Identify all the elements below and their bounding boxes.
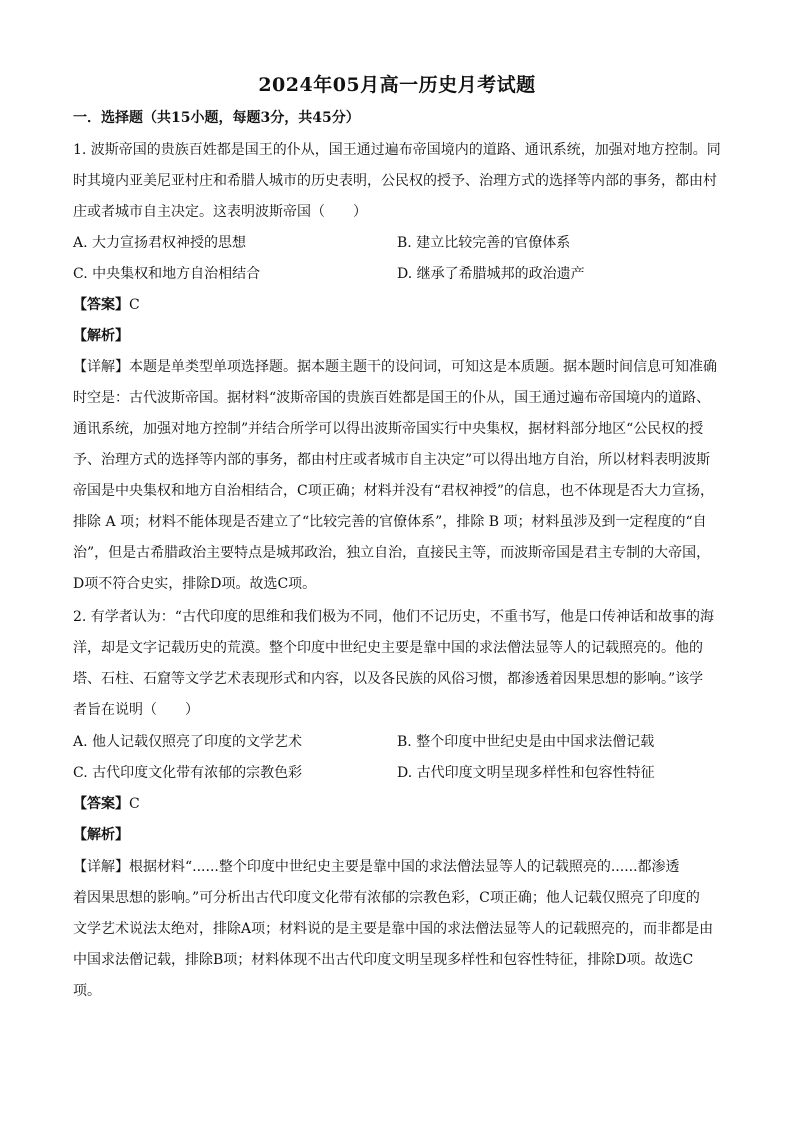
q1-detail-line: 帝国是中央集权和地方自治相结合，C项正确；材料并没有“君权神授”的信息，也不体现是否大力宣扬，: [73, 483, 715, 499]
q1-option-b: B. 建立比较完善的官僚体系: [397, 235, 571, 251]
q1-detail-line: 时空是：古代波斯帝国。据材料“波斯帝国的贵族百姓都是国王的仆从，国王通过遍布帝国境内的道路、: [73, 390, 711, 406]
q1-answer: [73, 295, 140, 315]
q2-answer: [73, 794, 140, 814]
q2-analysis-label: [73, 825, 129, 845]
q1-option-a: A. 大力宣扬君权神授的思想: [73, 235, 247, 251]
analysis-label: 【解析】: [73, 328, 129, 344]
answer-value: C: [129, 297, 140, 313]
q2-detail-line: 项。: [73, 983, 101, 999]
section-heading: 一．选择题（共15小题，每题3分，共45分）: [73, 110, 360, 126]
q2-detail-line: 文学艺术说法太绝对，排除A项；材料说的是主要是靠中国的求法僧法显等人的记载照亮的，而非都是由: [73, 921, 714, 937]
answer-label: 【答案】: [73, 297, 129, 313]
q1-analysis-label: [73, 326, 129, 346]
answer-value: C: [129, 796, 140, 812]
q2-option-c: C. 古代印度文化带有浓郁的宗教色彩: [73, 765, 303, 781]
q2-stem-line: 2. 有学者认为：“古代印度的思维和我们极为不同，他们不记历史，不重书写，他是口传神话和故事的海: [73, 609, 714, 625]
q2-detail-line: 【详解】根据材料“......整个印度中世纪史主要是靠中国的求法僧法显等人的记载照亮的......都渗透: [73, 859, 680, 875]
q2-option-d: D. 古代印度文明呈现多样性和包容性特征: [397, 765, 655, 781]
q2-detail-line: 着因果思想的影响。”可分析出古代印度文化带有浓郁的宗教色彩，C项正确；他人记载仅照亮了印度的: [73, 890, 700, 906]
q1-detail-line: 治”，但是古希腊政治主要特点是城邦政治，独立自治，直接民主等，而波斯帝国是君主专制的大帝国，: [73, 545, 711, 561]
q1-detail-line: 通讯系统，加强对地方控制”并结合所学可以得出波斯帝国实行中央集权，据材料部分地区“公民权的授: [73, 421, 704, 437]
q1-detail-line: 予、治理方式的选择等内部的事务，都由村庄或者城市自主决定”可以得出地方自治，所以材料表明波斯: [73, 452, 711, 468]
analysis-label: 【解析】: [73, 827, 129, 843]
q2-stem-line: 洋，却是文字记载历史的荒漠。整个印度中世纪史主要是靠中国的求法僧法显等人的记载照亮的。他的: [73, 640, 703, 656]
q1-detail-line: D项不符合史实，排除D项。故选C项。: [73, 576, 317, 592]
q1-stem-line: 时其境内亚美尼亚村庄和希腊人城市的历史表明，公民权的授予、治理方式的选择等内部的事务，都由村: [73, 173, 717, 189]
q2-stem-line: 塔、石柱、石窟等文学艺术表现形式和内容，以及各民族的风俗习惯，都渗透着因果思想的影响。”该学: [73, 671, 704, 687]
answer-label: 【答案】: [73, 796, 129, 812]
q1-stem-line: 庄或者城市自主决定。这表明波斯帝国（ ）: [73, 204, 367, 220]
q1-option-c: C. 中央集权和地方自治相结合: [73, 266, 261, 282]
q2-stem-line: 者旨在说明（ ）: [73, 702, 199, 718]
q1-detail-line: 排除 A 项；材料不能体现是否建立了“比较完善的官僚体系”，排除 B 项；材料虽涉及到一定程度的“自: [73, 514, 707, 530]
page-title: 2024年05月高一历史月考试题: [258, 74, 536, 96]
q2-option-b: B. 整个印度中世纪史是由中国求法僧记载: [397, 734, 655, 750]
q1-detail-line: 【详解】本题是单类型单项选择题。据本题主题干的设问词，可知这是本质题。据本题时间信息可知准确: [73, 359, 717, 375]
q2-detail-line: 中国求法僧记载，排除B项；材料体现不出古代印度文明呈现多样性和包容性特征，排除D项。故选C: [73, 952, 694, 968]
q1-stem-line: 1. 波斯帝国的贵族百姓都是国王的仆从，国王通过遍布帝国境内的道路、通讯系统，加强对地方控制。同: [73, 142, 721, 158]
q1-option-d: D. 继承了希腊城邦的政治遗产: [397, 266, 585, 282]
q2-option-a: A. 他人记载仅照亮了印度的文学艺术: [73, 734, 303, 750]
